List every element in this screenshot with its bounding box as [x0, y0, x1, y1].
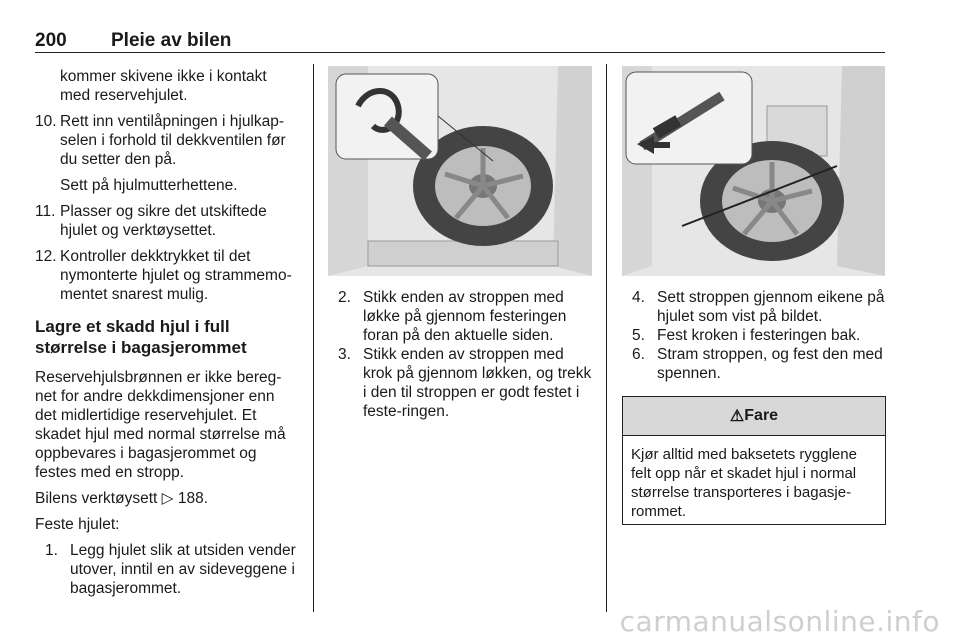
- illustration-strap-loop: [328, 66, 592, 276]
- page-number: 200: [35, 30, 67, 51]
- column-divider-1: [313, 64, 314, 612]
- step-6: [632, 345, 890, 383]
- column-3: [622, 288, 890, 383]
- item-text: Fest kroken i festeringen bak.: [657, 327, 861, 344]
- paragraph-1: Reservehjulsbrønnen er ikke bereg-net for andre dekkdimensjoner enn det midlertidige reservehjulet. Et skadet hjul med normal størrelse må oppbevares i bagasjerommet og festes med en stropp.: [35, 369, 286, 481]
- item-number: 2.: [338, 289, 351, 306]
- page-title: Pleie av bilen: [111, 30, 232, 51]
- item-text: Sett stroppen gjennom eikene på hjulet som vist på bildet.: [657, 289, 885, 325]
- item-text: Legg hjulet slik at utsiden vender utover, inntil en av sideveggene i bagasjerommet.: [70, 542, 296, 597]
- item-text: Plasser og sikre det utskiftede hjulet og verktøysettet.: [60, 203, 267, 239]
- column-1: [35, 67, 300, 598]
- list-item-10: [35, 112, 300, 169]
- list-item-11: [35, 202, 300, 240]
- illustration-strap-through-spokes: [622, 66, 885, 276]
- danger-warning-box: [622, 396, 886, 525]
- item-number: 3.: [338, 346, 351, 363]
- warning-icon: ⚠: [729, 408, 745, 425]
- column-divider-2: [606, 64, 607, 612]
- item-number: 12.: [35, 248, 57, 265]
- warning-text: Kjør alltid med baksetets rygglene felt opp når et skadet hjul i normal størrelse transporteres i bagasje-rommet.: [631, 446, 857, 520]
- item-number: 11.: [35, 203, 56, 220]
- item-number: 1.: [45, 542, 58, 559]
- item-number: 6.: [632, 346, 645, 363]
- page-header: [35, 30, 885, 53]
- item-number: 10.: [35, 113, 57, 130]
- item-text: Stikk enden av stroppen med krok på gjennom løkken, og trekk i den til stroppen er godt festet i feste-ringen.: [363, 346, 592, 420]
- step-5: [632, 326, 890, 345]
- item-text: Stikk enden av stroppen med løkke på gjennom festeringen foran på den aktuelle siden.: [363, 289, 567, 344]
- warning-title: Fare: [744, 407, 779, 424]
- trunk-wheel-strap-illustration: [622, 66, 885, 276]
- warning-header: [623, 397, 885, 436]
- list-item-12: [35, 247, 300, 304]
- paragraph-3: Feste hjulet:: [35, 516, 120, 533]
- section-heading: Lagre et skadd hjul i full størrelse i bagasjerommet: [35, 317, 247, 357]
- item-text: Kontroller dekktrykket til det nymonterte hjulet og strammemo-mentet snarest mulig.: [60, 248, 292, 303]
- item-10-note: Sett på hjulmutterhettene.: [60, 177, 238, 194]
- trunk-wheel-illustration: [328, 66, 592, 276]
- step-3: [338, 345, 596, 421]
- continued-text: kommer skivene ikke i kontakt med reservehjulet.: [60, 68, 267, 104]
- paragraph-2: Bilens verktøysett ▷ 188.: [35, 490, 209, 507]
- item-number: 4.: [632, 289, 645, 306]
- step-1: [45, 541, 300, 598]
- step-4: [632, 288, 890, 326]
- item-text: Stram stroppen, og fest den med spennen.: [657, 346, 883, 382]
- watermark: carmanualsonline.info: [619, 605, 940, 638]
- item-text: Rett inn ventilåpningen i hjulkap-selen i forhold til dekkventilen før du setter den på.: [60, 113, 286, 168]
- item-number: 5.: [632, 327, 645, 344]
- step-2: [338, 288, 596, 345]
- column-2: [328, 288, 596, 421]
